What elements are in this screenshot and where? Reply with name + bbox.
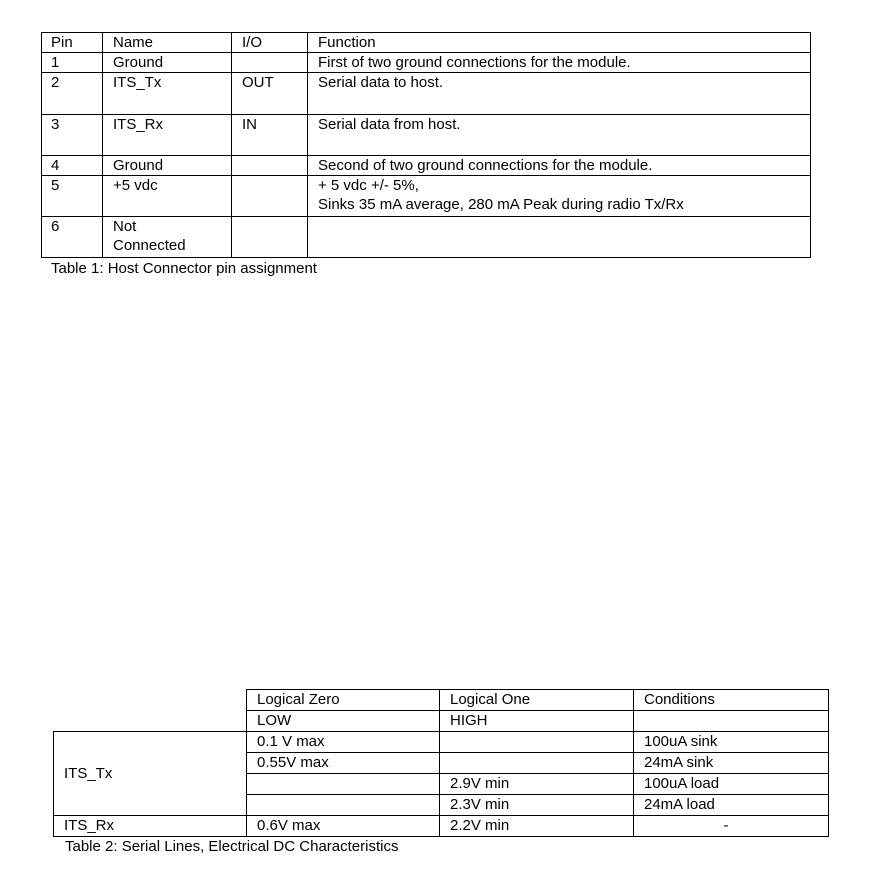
io-cell: OUT: [232, 73, 308, 115]
io-cell: [232, 53, 308, 73]
pin-assignment-table: [41, 32, 811, 258]
one-cell: 2.2V min: [440, 816, 634, 837]
condition-cell: 100uA sink: [634, 732, 829, 753]
function-cell: Second of two ground connections for the module.: [308, 156, 811, 176]
io-cell: [232, 217, 308, 258]
pin-cell: 1: [42, 53, 103, 73]
empty-corner-cell: [54, 711, 247, 732]
its-rx-label: ITS_Rx: [54, 816, 247, 837]
table-row: [54, 816, 829, 837]
name-line: Not: [113, 218, 137, 235]
function-cell: [308, 176, 811, 217]
table-subheader-row: [54, 711, 829, 732]
pin-cell: 3: [42, 115, 103, 156]
pin-cell: 2: [42, 73, 103, 115]
function-cell: Serial data to host.: [308, 73, 811, 115]
header-io: I/O: [232, 33, 308, 53]
function-line: + 5 vdc +/- 5%,: [318, 177, 419, 194]
its-tx-label: ITS_Tx: [54, 732, 247, 816]
name-cell: Ground: [103, 53, 232, 73]
name-cell: [103, 217, 232, 258]
pin-cell: 5: [42, 176, 103, 217]
table-header-row: [54, 690, 829, 711]
table1-caption: Table 1: Host Connector pin assignment: [51, 260, 317, 277]
function-cell: Serial data from host.: [308, 115, 811, 156]
table2-caption: Table 2: Serial Lines, Electrical DC Characteristics: [65, 838, 399, 855]
header-name: Name: [103, 33, 232, 53]
header-logical-one: Logical One: [440, 690, 634, 711]
name-cell: ITS_Rx: [103, 115, 232, 156]
header-logical-zero: Logical Zero: [247, 690, 440, 711]
name-cell: Ground: [103, 156, 232, 176]
header-function: Function: [308, 33, 811, 53]
one-cell: [440, 732, 634, 753]
one-cell: 2.3V min: [440, 795, 634, 816]
io-cell: IN: [232, 115, 308, 156]
function-cell: [308, 217, 811, 258]
zero-cell: 0.55V max: [247, 753, 440, 774]
io-cell: [232, 176, 308, 217]
pin-cell: 4: [42, 156, 103, 176]
table-row: [42, 115, 811, 156]
table-row: [42, 217, 811, 258]
empty-corner-cell: [54, 690, 247, 711]
name-cell: ITS_Tx: [103, 73, 232, 115]
zero-cell: [247, 774, 440, 795]
condition-cell: 24mA load: [634, 795, 829, 816]
table-row: [42, 53, 811, 73]
pin-cell: 6: [42, 217, 103, 258]
table-row: [42, 156, 811, 176]
subheader-conditions: [634, 711, 829, 732]
function-line: Sinks 35 mA average, 280 mA Peak during radio Tx/Rx: [318, 196, 684, 213]
one-cell: [440, 753, 634, 774]
condition-cell: 100uA load: [634, 774, 829, 795]
zero-cell: 0.1 V max: [247, 732, 440, 753]
header-conditions: Conditions: [634, 690, 829, 711]
subheader-low: LOW: [247, 711, 440, 732]
subheader-high: HIGH: [440, 711, 634, 732]
one-cell: 2.9V min: [440, 774, 634, 795]
zero-cell: [247, 795, 440, 816]
table-header-row: [42, 33, 811, 53]
condition-cell: -: [634, 816, 829, 837]
name-line: Connected: [113, 237, 186, 254]
function-cell: First of two ground connections for the module.: [308, 53, 811, 73]
name-cell: +5 vdc: [103, 176, 232, 217]
header-pin: Pin: [42, 33, 103, 53]
table-row: [42, 73, 811, 115]
table-row: [54, 732, 829, 753]
table-row: [42, 176, 811, 217]
dc-characteristics-table: [53, 689, 829, 837]
condition-cell: 24mA sink: [634, 753, 829, 774]
zero-cell: 0.6V max: [247, 816, 440, 837]
io-cell: [232, 156, 308, 176]
